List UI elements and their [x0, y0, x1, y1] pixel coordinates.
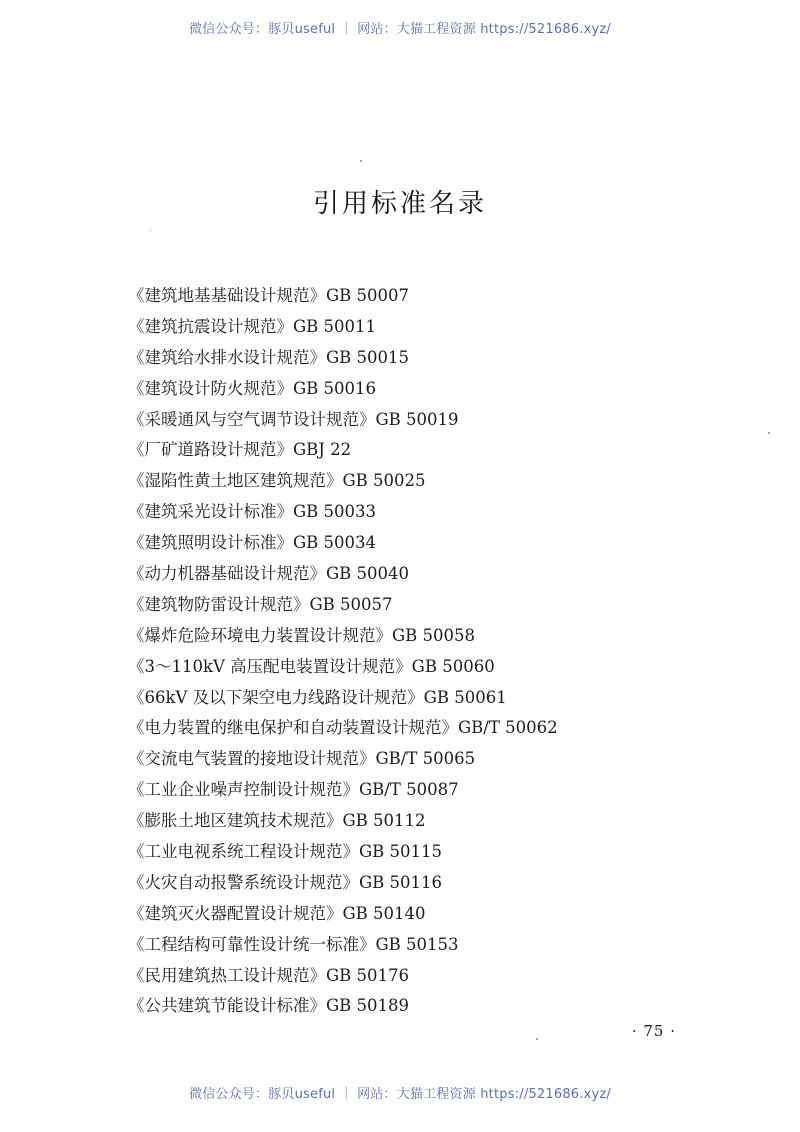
reference-item: 《火灾自动报警系统设计规范》GB 50116: [128, 872, 443, 892]
reference-item: 《爆炸危险环境电力装置设计规范》GB 50058: [128, 625, 476, 645]
watermark-top: 微信公众号：豚贝useful ｜ 网站：大猫工程资源 https://521686.xyz/: [189, 22, 611, 37]
reference-item: 《民用建筑热工设计规范》GB 50176: [128, 965, 410, 985]
watermark-bottom: 微信公众号：豚贝useful ｜ 网站：大猫工程资源 https://521686.xyz/: [189, 1087, 611, 1102]
reference-item: 《湿陷性黄土地区建筑规范》GB 50025: [128, 471, 426, 491]
reference-list: [128, 281, 558, 1022]
reference-item: 《建筑采光设计标准》GB 50033: [128, 502, 377, 522]
reference-item: 《建筑抗震设计规范》GB 50011: [128, 316, 377, 336]
reference-item: 《电力装置的继电保护和自动装置设计规范》GB/T 50062: [128, 718, 558, 738]
reference-item: 《建筑地基基础设计规范》GB 50007: [128, 286, 410, 305]
reference-item: 《66kV 及以下架空电力线路设计规范》GB 50061: [128, 687, 507, 707]
reference-item: 《建筑物防雷设计规范》GB 50057: [128, 594, 393, 614]
reference-item: 《3～110kV 高压配电装置设计规范》GB 50060: [128, 656, 495, 676]
reference-item: 《建筑照明设计标准》GB 50034: [128, 533, 377, 553]
reference-item: 《动力机器基础设计规范》GB 50040: [128, 564, 410, 584]
reference-item: 《工业电视系统工程设计规范》GB 50115: [128, 842, 443, 862]
reference-item: 《建筑灭火器配置设计规范》GB 50140: [128, 903, 426, 923]
page-title: 引用标准名录: [312, 189, 487, 219]
reference-item: 《建筑设计防火规范》GB 50016: [128, 378, 377, 398]
reference-item: 《采暖通风与空气调节设计规范》GB 50019: [128, 409, 459, 429]
reference-item: 《建筑给水排水设计规范》GB 50015: [128, 347, 410, 367]
reference-item: 《膨胀土地区建筑技术规范》GB 50112: [128, 811, 426, 831]
reference-item: 《交流电气装置的接地设计规范》GB/T 50065: [128, 749, 476, 769]
scan-speck: [536, 1038, 538, 1040]
scan-speck: [150, 230, 151, 231]
reference-item: 《公共建筑节能设计标准》GB 50189: [128, 996, 410, 1016]
reference-item: 《厂矿道路设计规范》GBJ 22: [128, 440, 352, 460]
page-number: · 75 ·: [631, 1022, 676, 1040]
scan-speck: [360, 160, 362, 162]
reference-item: 《工程结构可靠性设计统一标准》GB 50153: [128, 934, 459, 954]
reference-item: 《工业企业噪声控制设计规范》GB/T 50087: [128, 780, 459, 800]
scan-speck: [768, 432, 770, 434]
